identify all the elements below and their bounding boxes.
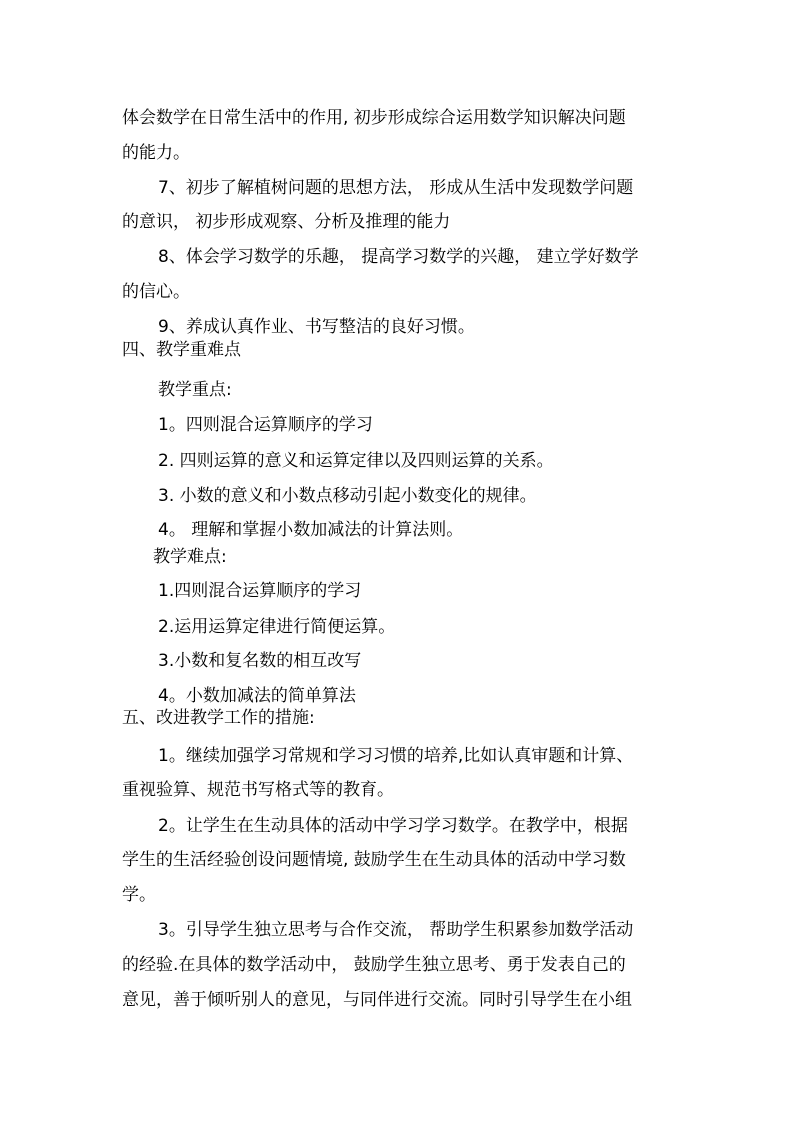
- text-line-12: 3. 小数的意义和小数点移动引起小数变化的规律。: [158, 486, 537, 506]
- subheading-key-points: 教学重点:: [158, 380, 232, 400]
- text-line-2: 的能力。: [122, 143, 190, 163]
- text-line-15: 1.四则混合运算顺序的学习: [158, 581, 362, 601]
- text-line-16: 2.运用运算定律进行简便运算。: [158, 617, 396, 637]
- text-line-6: 的信心。: [122, 282, 190, 302]
- text-line-3: 7、初步了解植树问题的思想方法， 形成从生活中发现数学问题: [158, 178, 634, 198]
- text-line-13: 4。 理解和掌握小数加减法的计算法则。: [158, 520, 464, 540]
- text-line-18: 4。小数加减法的简单算法: [158, 686, 356, 706]
- text-line-22: 2。让学生在生动具体的活动中学习学习数学。在教学中，根据: [158, 816, 628, 836]
- text-line-21: 重视验算、规范书写格式等的教育。: [122, 780, 394, 800]
- text-line-20: 1。继续加强学习常规和学习习惯的培养,比如认真审题和计算、: [158, 746, 634, 766]
- text-line-4: 的意识， 初步形成观察、分析及推理的能力: [122, 212, 451, 232]
- text-line-7: 9、养成认真作业、书写整洁的良好习惯。: [158, 317, 475, 337]
- section-heading-4: 四、教学重难点: [122, 340, 241, 360]
- text-line-24: 学。: [122, 885, 156, 905]
- text-line-10: 1。四则混合运算顺序的学习: [158, 415, 373, 435]
- text-line-5: 8、体会学习数学的乐趣， 提高学习数学的兴趣， 建立学好数学: [158, 247, 639, 267]
- text-line-17: 3.小数和复名数的相互改写: [158, 651, 362, 671]
- text-line-25: 3。引导学生独立思考与合作交流， 帮助学生积累参加数学活动: [158, 920, 634, 940]
- subheading-difficulties: 教学难点:: [153, 547, 227, 567]
- text-line-1: 体会数学在日常生活中的作用, 初步形成综合运用数学知识解决问题: [122, 108, 626, 128]
- text-line-26: 的经验.在具体的数学活动中， 鼓励学生独立思考、勇于发表自己的: [122, 955, 626, 975]
- text-line-23: 学生的生活经验创设问题情境, 鼓励学生在生动具体的活动中学习数: [122, 850, 626, 870]
- text-line-11: 2. 四则运算的意义和运算定律以及四则运算的关系。: [158, 451, 554, 471]
- section-heading-5: 五、改进教学工作的措施:: [122, 708, 315, 728]
- text-line-27: 意见，善于倾听别人的意见，与同伴进行交流。同时引导学生在小组: [122, 990, 632, 1010]
